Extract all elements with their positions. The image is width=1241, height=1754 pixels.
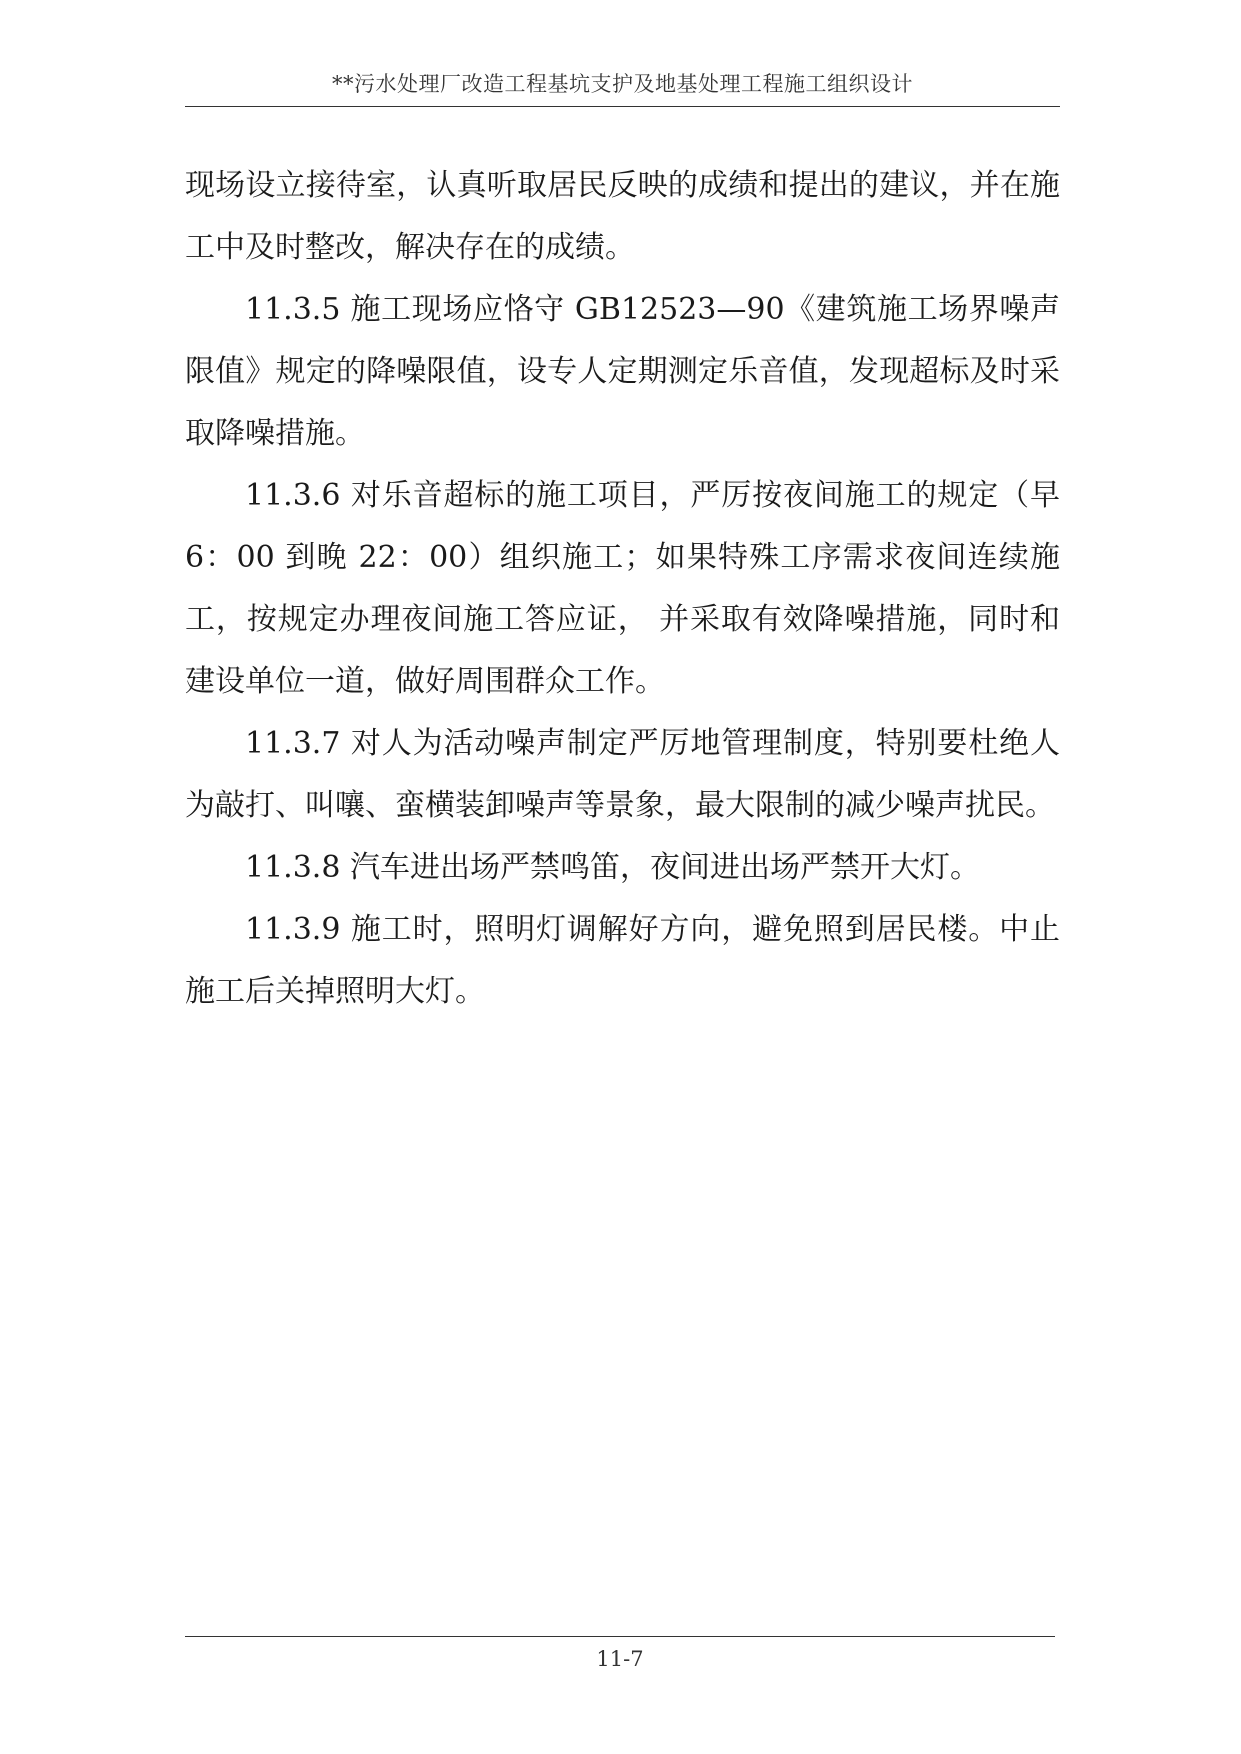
- paragraph-11-3-6: 11.3.6 对乐音超标的施工项目，严厉按夜间施工的规定（早 6：00 到晚 22：00）组织施工；如果特殊工序需求夜间连续施工，按规定办理夜间施工答应证， 并采取有效降噪措施，同时和建设单位一道，做好周围群众工作。: [185, 478, 1060, 699]
- paragraph-11-3-5: 11.3.5 施工现场应恪守 GB12523—90《建筑施工场界噪声限值》规定的降噪限值，设专人定期测定乐音值，发现超标及时采取降噪措施。: [185, 292, 1060, 451]
- document-body: [185, 155, 1060, 1023]
- header-title: **污水处理厂改造工程基坑支护及地基处理工程施工组织设计: [332, 72, 913, 96]
- page-footer: [185, 1636, 1055, 1671]
- page-number: 11-7: [596, 1647, 644, 1671]
- paragraph-11-3-8: 11.3.8 汽车进出场严禁鸣笛，夜间进出场严禁开大灯。: [245, 850, 980, 885]
- page-header: [185, 70, 1060, 107]
- paragraph-11-3-9: 11.3.9 施工时，照明灯调解好方向，避免照到居民楼。中止施工后关掉照明大灯。: [185, 912, 1060, 1009]
- paragraph-11-3-7: 11.3.7 对人为活动噪声制定严厉地管理制度，特别要杜绝人为敲打、叫嚷、蛮横装卸噪声等景象，最大限制的减少噪声扰民。: [185, 726, 1060, 823]
- paragraph-continuation: 现场设立接待室，认真听取居民反映的成绩和提出的建议，并在施工中及时整改，解决存在的成绩。: [185, 168, 1060, 265]
